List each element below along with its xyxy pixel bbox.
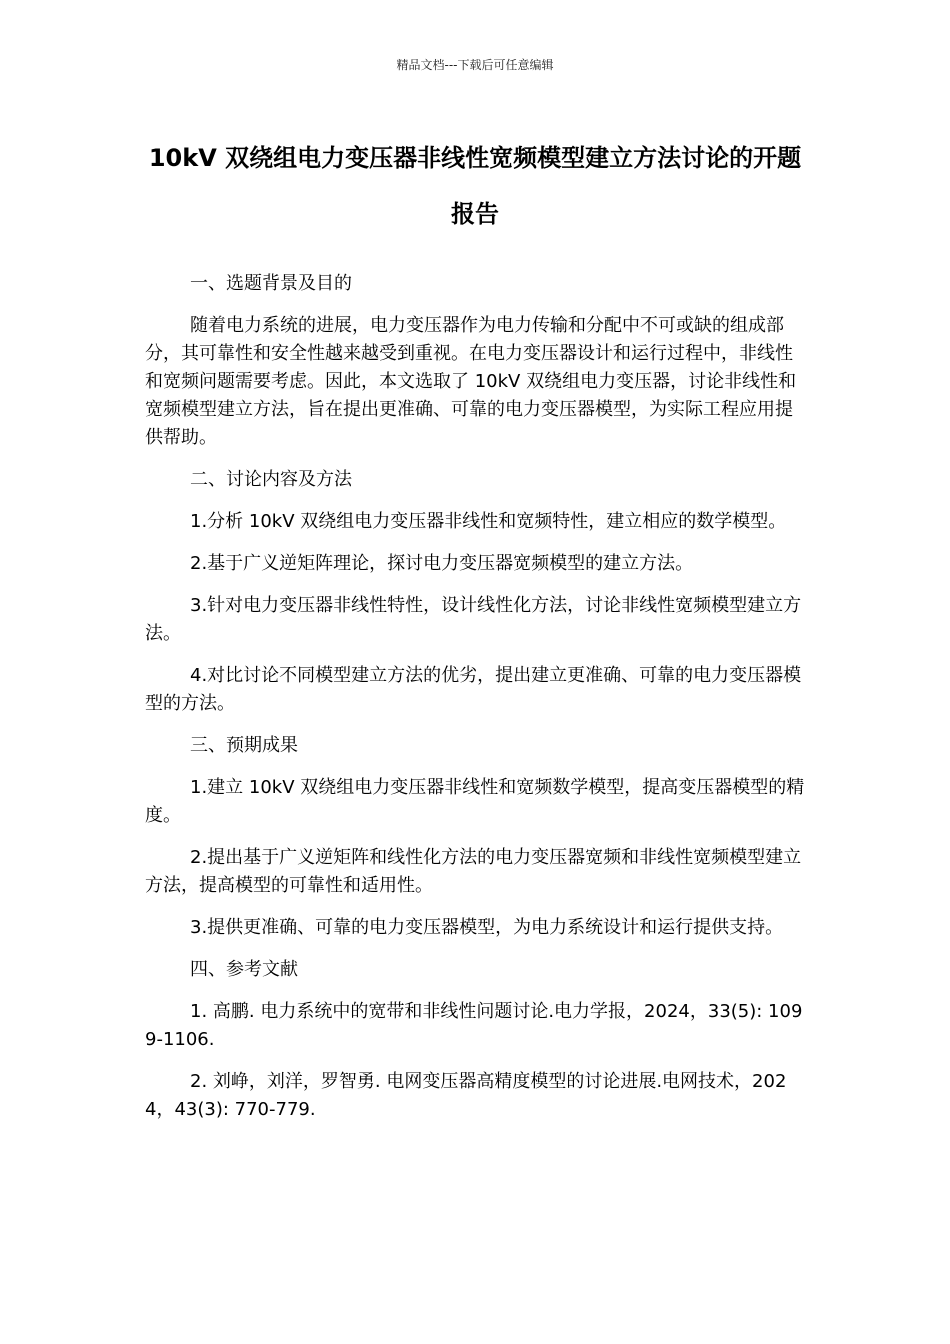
methods-item: 4.对比讨论不同模型建立方法的优劣，提出建立更准确、可靠的电力变压器模型的方法。 <box>145 665 802 714</box>
section-heading-references: 四、参考文献 <box>190 959 298 980</box>
reference-item: 2. 刘峥，刘洋，罗智勇. 电网变压器高精度模型的讨论进展.电网技术，2024，43(3): 770-779. <box>145 1071 787 1120</box>
results-item: 2.提出基于广义逆矩阵和线性化方法的电力变压器宽频和非线性宽频模型建立方法，提高模型的可靠性和适用性。 <box>145 847 802 896</box>
section-heading-background: 一、选题背景及目的 <box>190 273 352 294</box>
results-item: 3.提供更准确、可靠的电力变压器模型，为电力系统设计和运行提供支持。 <box>190 917 784 938</box>
section-heading-results: 三、预期成果 <box>190 735 298 756</box>
reference-item: 1. 高鹏. 电力系统中的宽带和非线性问题讨论.电力学报，2024，33(5): 1099-1106. <box>145 1001 803 1050</box>
results-item: 1.建立 10kV 双绕组电力变压器非线性和宽频数学模型，提高变压器模型的精度。 <box>145 777 805 826</box>
document-title: 10kV 双绕组电力变压器非线性宽频模型建立方法讨论的开题报告 <box>148 144 802 228</box>
methods-item: 3.针对电力变压器非线性特性，设计线性化方法，讨论非线性宽频模型建立方法。 <box>145 595 802 644</box>
section-heading-methods: 二、讨论内容及方法 <box>190 469 352 490</box>
background-paragraph: 随着电力系统的进展，电力变压器作为电力传输和分配中不可或缺的组成部分，其可靠性和安全性越来越受到重视。在电力变压器设计和运行过程中，非线性和宽频问题需要考虑。因此，本文选取了 10kV 双绕组电力变压器，讨论非线性和宽频模型建立方法，旨在提出更准确、可靠的电力变压器模型，为实际工程应用提供帮助。 <box>145 315 797 448</box>
methods-item: 2.基于广义逆矩阵理论，探讨电力变压器宽频模型的建立方法。 <box>190 553 694 574</box>
methods-item: 1.分析 10kV 双绕组电力变压器非线性和宽频特性，建立相应的数学模型。 <box>190 511 787 532</box>
document-body <box>145 270 810 1138</box>
page-header-watermark: 精品文档---下载后可任意编辑 <box>396 58 554 72</box>
